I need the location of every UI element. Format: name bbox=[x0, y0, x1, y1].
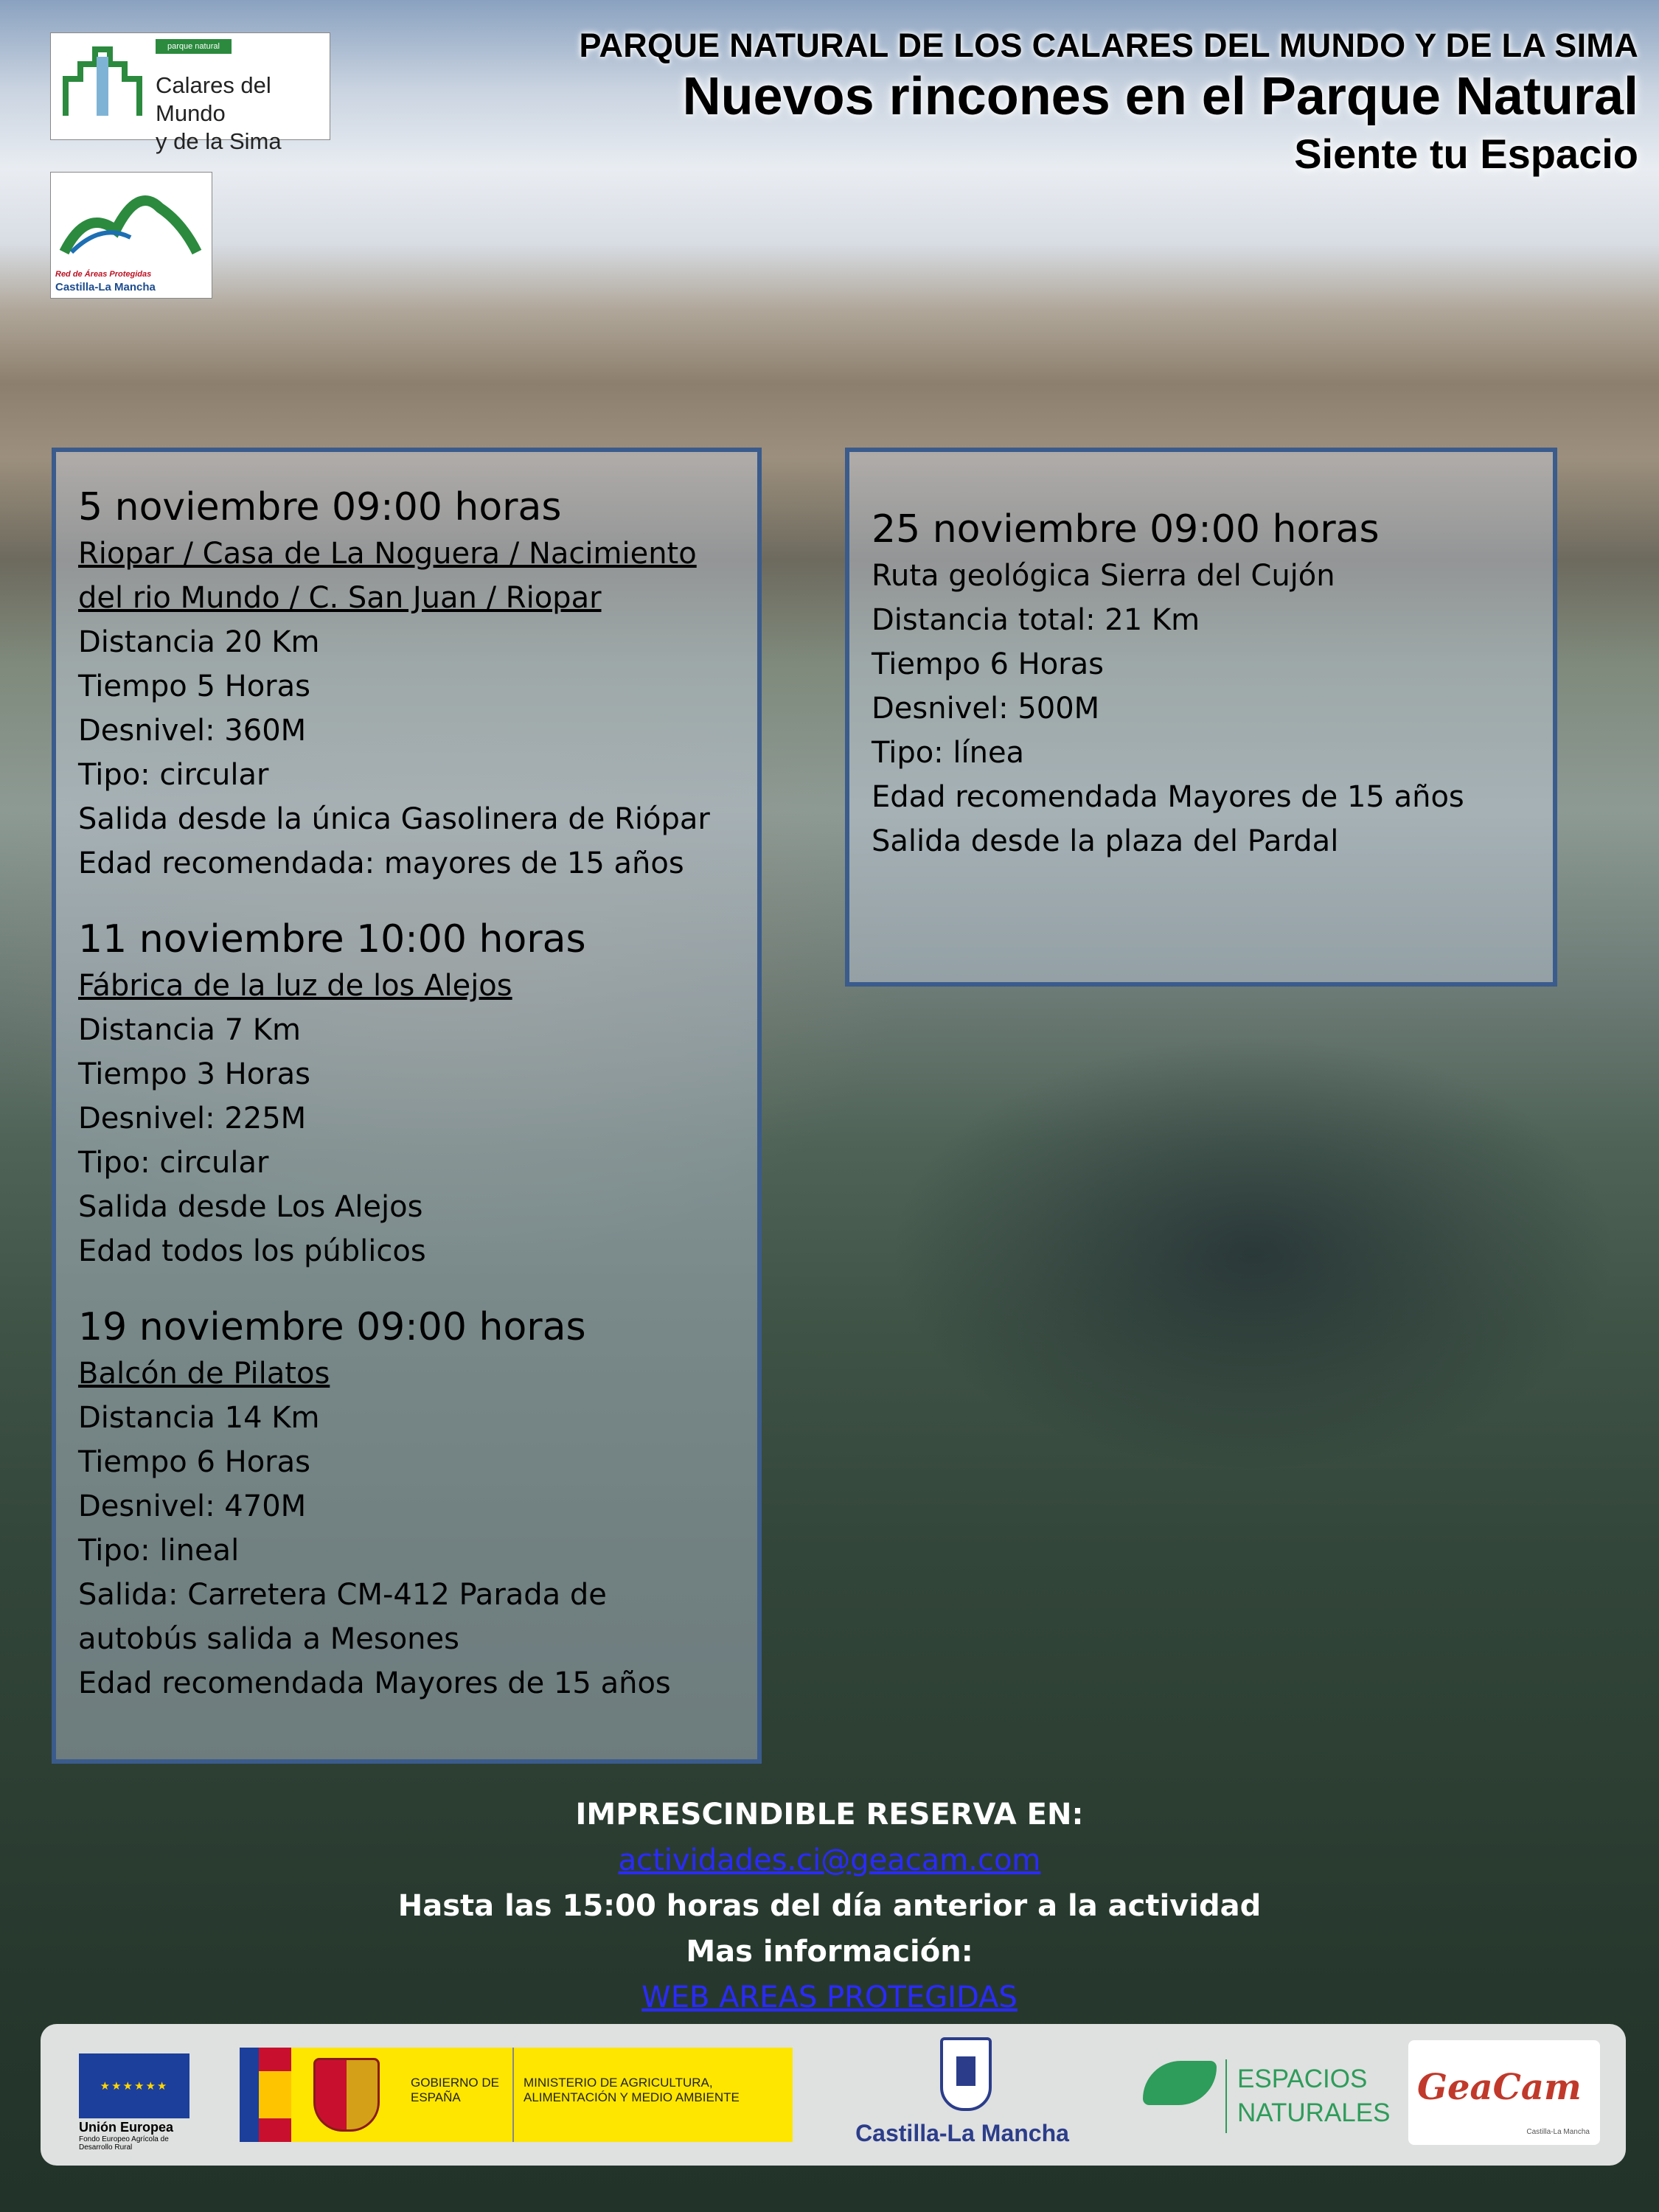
espacios-text bbox=[1237, 2062, 1390, 2130]
subtitle: Siente tu Espacio bbox=[1294, 131, 1638, 177]
reservation-deadline: Hasta las 15:00 horas del día anterior a la actividad bbox=[397, 1889, 1262, 1923]
eu-flag-icon bbox=[79, 2053, 189, 2118]
calares-logo-text bbox=[156, 72, 330, 156]
geacam-logo bbox=[1408, 2040, 1600, 2145]
event-distance: Distancia total: 21 Km bbox=[872, 603, 1200, 637]
header-titles bbox=[579, 27, 1638, 178]
events-panel-right bbox=[845, 448, 1557, 987]
reservation-heading: IMPRESCINDIBLE RESERVA EN: bbox=[575, 1798, 1084, 1832]
eu-stars-icon: ★★★★★★ bbox=[100, 2079, 169, 2093]
event-route: del rio Mundo / C. San Juan / Riopar bbox=[78, 581, 602, 615]
event-start: Salida desde la única Gasolinera de Riópar bbox=[78, 802, 710, 836]
event-start: Salida: Carretera CM-412 Parada de bbox=[78, 1578, 607, 1612]
event-date: 19 noviembre 09:00 horas bbox=[78, 1305, 586, 1349]
event-date: 11 noviembre 10:00 horas bbox=[78, 917, 586, 961]
event-type: Tipo: lineal bbox=[78, 1534, 240, 1568]
event-nov11 bbox=[78, 915, 757, 1273]
event-route: Fábrica de la luz de los Alejos bbox=[78, 969, 512, 1003]
event-start: Salida desde Los Alejos bbox=[78, 1190, 423, 1224]
castle-icon bbox=[956, 2056, 975, 2086]
event-age: Edad recomendada Mayores de 15 años bbox=[872, 780, 1464, 814]
geacam-sub-text: Castilla-La Mancha bbox=[1526, 2128, 1590, 2136]
event-route: Balcón de Pilatos bbox=[78, 1357, 330, 1391]
spain-coat-of-arms-icon bbox=[313, 2058, 380, 2132]
event-age: Edad todos los públicos bbox=[78, 1234, 426, 1268]
event-elevation: Desnivel: 470M bbox=[78, 1489, 307, 1523]
calares-tag: parque natural bbox=[156, 39, 232, 54]
event-start: Salida desde la plaza del Pardal bbox=[872, 824, 1339, 858]
event-time: Tiempo 5 Horas bbox=[78, 669, 310, 703]
event-type: Tipo: circular bbox=[78, 1146, 269, 1180]
event-time: Tiempo 3 Horas bbox=[78, 1057, 310, 1091]
footer-logos-bar bbox=[41, 2024, 1626, 2166]
event-elevation: Desnivel: 360M bbox=[78, 714, 307, 748]
event-date: 5 noviembre 09:00 horas bbox=[78, 485, 562, 529]
reservation-block bbox=[0, 1792, 1659, 2020]
event-start-cont: autobús salida a Mesones bbox=[78, 1622, 459, 1656]
event-elevation: Desnivel: 500M bbox=[872, 692, 1100, 726]
calares-line2: y de la Sima bbox=[156, 128, 282, 154]
geacam-text: GeaCam bbox=[1417, 2067, 1582, 2108]
event-time: Tiempo 6 Horas bbox=[78, 1445, 310, 1479]
main-title: Nuevos rincones en el Parque Natural bbox=[682, 67, 1638, 126]
gobierno-logo bbox=[240, 2048, 793, 2142]
event-type: Tipo: línea bbox=[872, 736, 1025, 770]
event-nov5 bbox=[78, 483, 757, 886]
event-nov19 bbox=[78, 1303, 757, 1705]
clm-label: Castilla-La Mancha bbox=[855, 2120, 1069, 2146]
more-info-label: Mas información: bbox=[686, 1935, 973, 1969]
event-type: Tipo: circular bbox=[78, 758, 269, 792]
gobierno-text: GOBIERNO DE ESPAÑA bbox=[411, 2076, 499, 2104]
event-date: 25 noviembre 09:00 horas bbox=[872, 507, 1380, 552]
calares-emblem-icon bbox=[58, 42, 147, 131]
eu-strip-icon bbox=[240, 2048, 259, 2142]
event-age: Edad recomendada: mayores de 15 años bbox=[78, 846, 684, 880]
event-distance: Distancia 20 Km bbox=[78, 625, 320, 659]
event-time: Tiempo 6 Horas bbox=[872, 647, 1104, 681]
web-areas-link[interactable]: WEB AREAS PROTEGIDAS bbox=[641, 1980, 1018, 2014]
eu-sub-text: Fondo Europeo Agrícola de Desarrollo Rural bbox=[79, 2135, 169, 2152]
calares-line1: Calares del Mundo bbox=[156, 72, 271, 126]
eu-label bbox=[79, 2120, 204, 2152]
event-elevation: Desnivel: 225M bbox=[78, 1102, 307, 1135]
event-route: Riopar / Casa de La Noguera / Nacimiento bbox=[78, 537, 697, 571]
park-title: PARQUE NATURAL DE LOS CALARES DEL MUNDO Y DE LA SIMA bbox=[579, 27, 1638, 64]
gobierno-divider bbox=[512, 2048, 514, 2142]
event-distance: Distancia 14 Km bbox=[78, 1401, 320, 1435]
reservation-email-link[interactable]: actividades.ci@geacam.com bbox=[618, 1843, 1041, 1877]
events-panel-left bbox=[52, 448, 762, 1764]
ministerio-text: MINISTERIO DE AGRICULTURA, ALIMENTACIÓN Y MEDIO AMBIENTE bbox=[524, 2076, 740, 2104]
red-areas-line1: Red de Áreas Protegidas bbox=[55, 270, 152, 279]
espacios-line2: NATURALES bbox=[1237, 2098, 1391, 2127]
leaf-icon bbox=[1143, 2061, 1217, 2105]
event-route: Ruta geológica Sierra del Cujón bbox=[872, 559, 1335, 593]
red-areas-line2: Castilla-La Mancha bbox=[55, 281, 156, 293]
eu-label-text: Unión Europea bbox=[79, 2120, 174, 2135]
espacios-divider bbox=[1225, 2059, 1227, 2133]
event-nov25 bbox=[872, 505, 1553, 863]
espacios-naturales-logo bbox=[1143, 2052, 1391, 2140]
castilla-la-mancha-logo bbox=[852, 2037, 1073, 2163]
red-areas-logo bbox=[50, 172, 212, 299]
event-age: Edad recomendada Mayores de 15 años bbox=[78, 1666, 671, 1700]
clm-shield-icon bbox=[940, 2037, 992, 2111]
red-areas-text bbox=[55, 268, 156, 293]
espacios-line1: ESPACIOS bbox=[1237, 2065, 1368, 2093]
calares-logo bbox=[50, 32, 330, 154]
mountain-icon bbox=[57, 178, 204, 260]
event-distance: Distancia 7 Km bbox=[78, 1013, 301, 1047]
